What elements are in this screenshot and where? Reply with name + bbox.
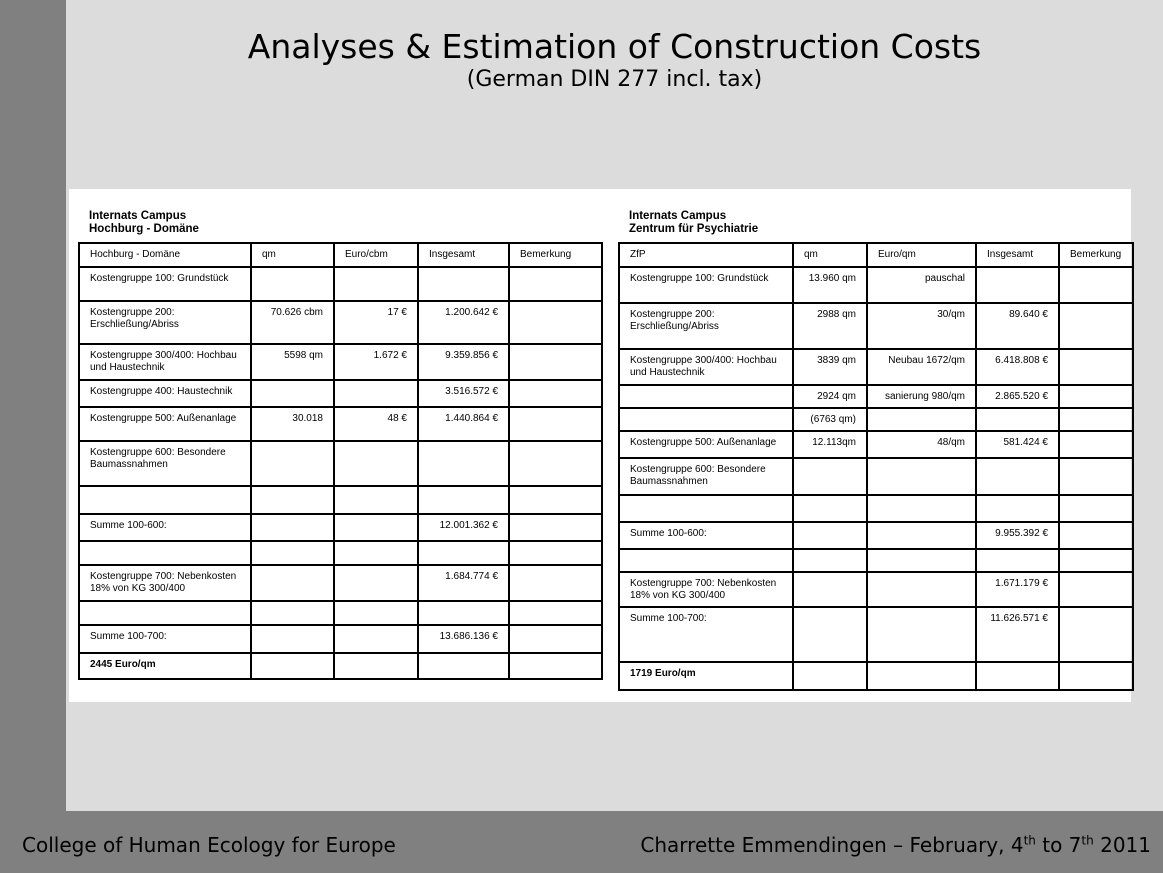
table-cell [509, 380, 602, 407]
table-cell [334, 565, 418, 601]
table-cell [509, 625, 602, 653]
table-cell [867, 549, 976, 572]
table-cell [1059, 549, 1133, 572]
table-cell [79, 486, 251, 514]
table-cell [619, 385, 793, 408]
table-cell [334, 514, 418, 541]
table-cell: 9.359.856 € [418, 344, 509, 380]
table-cell [1059, 349, 1133, 385]
table-cell [1059, 408, 1133, 431]
table-cell: Summe 100-600: [619, 522, 793, 549]
column-header: qm [251, 243, 334, 267]
table-cell [418, 601, 509, 625]
table-cell [793, 662, 867, 690]
page-title: Analyses & Estimation of Construction Costs [247, 27, 982, 66]
table-row [619, 303, 1133, 349]
footer-event [640, 833, 1151, 857]
table-cell [793, 495, 867, 522]
table-cell [867, 458, 976, 495]
column-header: Insgesamt [418, 243, 509, 267]
table-cell [251, 565, 334, 601]
table-cell [334, 486, 418, 514]
table-cell [976, 458, 1059, 495]
table-cell: 89.640 € [976, 303, 1059, 349]
table-cell [1059, 303, 1133, 349]
table-cell: 2.865.520 € [976, 385, 1059, 408]
table-row [79, 301, 602, 344]
left-heading-line1: Internats Campus [89, 210, 187, 222]
column-header: Hochburg - Domäne [79, 243, 251, 267]
table-cell [418, 541, 509, 565]
table-cell: 2924 qm [793, 385, 867, 408]
footer-event-suffix: 2011 [1093, 833, 1151, 857]
table-cell: 13.960 qm [793, 267, 867, 303]
table-cell [867, 607, 976, 662]
table-cell: 11.626.571 € [976, 607, 1059, 662]
table-cell: (6763 qm) [793, 408, 867, 431]
table-cell [251, 653, 334, 679]
table-cell: 2988 qm [793, 303, 867, 349]
table-row [619, 607, 1133, 662]
table-cell [251, 514, 334, 541]
table-cell: 1.671.179 € [976, 572, 1059, 607]
column-header: Euro/cbm [334, 243, 418, 267]
table-cell: Kostengruppe 700: Nebenkosten 18% von KG 300/400 [619, 572, 793, 607]
table-cell [976, 267, 1059, 303]
table-row [619, 267, 1133, 303]
table-cell [418, 267, 509, 301]
table-cell: Kostengruppe 300/400: Hochbau und Haustechnik [79, 344, 251, 380]
table-cell: 3.516.572 € [418, 380, 509, 407]
table-cell [334, 541, 418, 565]
column-header: Euro/qm [867, 243, 976, 267]
table-cell [251, 380, 334, 407]
table-cell [418, 653, 509, 679]
table-cell [793, 607, 867, 662]
table-cell [251, 541, 334, 565]
table-row [79, 565, 602, 601]
table-cell: 1.200.642 € [418, 301, 509, 344]
table-cell: Kostengruppe 500: Außenanlage [619, 431, 793, 458]
table-row [79, 541, 602, 565]
table-cell: Kostengruppe 700: Nebenkosten 18% von KG 300/400 [79, 565, 251, 601]
table-cell: 581.424 € [976, 431, 1059, 458]
table-cell [619, 408, 793, 431]
table-header-row [79, 243, 602, 267]
table-cell: 12.001.362 € [418, 514, 509, 541]
table-row [619, 549, 1133, 572]
table-cell [509, 541, 602, 565]
table-cell [509, 486, 602, 514]
table-cell [334, 267, 418, 301]
table-cell [867, 572, 976, 607]
table-row [79, 653, 602, 679]
table-row [619, 431, 1133, 458]
left-sidebar-bar [0, 0, 66, 811]
footer-event-prefix: Charrette Emmendingen – February, 4 [640, 833, 1024, 857]
table-cell: Neubau 1672/qm [867, 349, 976, 385]
right-cost-table [618, 242, 1134, 691]
table-row [79, 514, 602, 541]
table-cell [1059, 572, 1133, 607]
table-cell [1059, 607, 1133, 662]
table-cell [251, 486, 334, 514]
table-cell: 13.686.136 € [418, 625, 509, 653]
table-row [79, 407, 602, 441]
table-cell [1059, 662, 1133, 690]
table-cell [334, 653, 418, 679]
table-cell [793, 572, 867, 607]
column-header: Bemerkung [509, 243, 602, 267]
table-cell [334, 380, 418, 407]
table-cell: 17 € [334, 301, 418, 344]
table-cell [334, 441, 418, 486]
column-header: Bemerkung [1059, 243, 1133, 267]
table-cell: 30.018 [251, 407, 334, 441]
table-cell [1059, 495, 1133, 522]
table-row [79, 441, 602, 486]
table-row [619, 458, 1133, 495]
table-cell [976, 495, 1059, 522]
table-cell: 48/qm [867, 431, 976, 458]
table-cell [619, 549, 793, 572]
table-cell: 3839 qm [793, 349, 867, 385]
table-cell [251, 625, 334, 653]
table-header-row [619, 243, 1133, 267]
column-header: ZfP [619, 243, 793, 267]
table-cell: 9.955.392 € [976, 522, 1059, 549]
table-cell: Kostengruppe 600: Besondere Baumassnahmen [619, 458, 793, 495]
table-cell: 6.418.808 € [976, 349, 1059, 385]
table-cell: Kostengruppe 100: Grundstück [619, 267, 793, 303]
table-cell [976, 408, 1059, 431]
table-row [79, 625, 602, 653]
table-cell: sanierung 980/qm [867, 385, 976, 408]
table-cell [334, 625, 418, 653]
table-cell [509, 267, 602, 301]
page-subtitle: (German DIN 277 incl. tax) [466, 67, 763, 92]
table-cell [79, 541, 251, 565]
table-cell [251, 441, 334, 486]
table-cell [251, 267, 334, 301]
table-cell [509, 344, 602, 380]
table-row [619, 385, 1133, 408]
table-cell [1059, 458, 1133, 495]
table-row [79, 486, 602, 514]
table-cell: 70.626 cbm [251, 301, 334, 344]
table-cell [619, 495, 793, 522]
table-row [619, 408, 1133, 431]
table-cell [867, 522, 976, 549]
table-cell [1059, 431, 1133, 458]
left-block-heading [89, 210, 199, 236]
table-cell [793, 522, 867, 549]
table-cell: Kostengruppe 600: Besondere Baumassnahmen [79, 441, 251, 486]
table-cell: Kostengruppe 100: Grundstück [79, 267, 251, 301]
table-cell [509, 565, 602, 601]
table-cell [509, 301, 602, 344]
title-area [66, 28, 1163, 94]
table-cell [793, 458, 867, 495]
table-cell [509, 514, 602, 541]
left-cost-table [78, 242, 603, 680]
table-cell [509, 653, 602, 679]
table-cell: 2445 Euro/qm [79, 653, 251, 679]
table-row [619, 349, 1133, 385]
table-cell [976, 549, 1059, 572]
table-cell [1059, 267, 1133, 303]
table-row [79, 380, 602, 407]
table-row [619, 495, 1133, 522]
left-heading-line2: Hochburg - Domäne [89, 223, 199, 235]
table-cell [79, 601, 251, 625]
footer-event-mid: to 7 [1035, 833, 1082, 857]
table-row [619, 572, 1133, 607]
table-row [619, 662, 1133, 690]
table-row [619, 522, 1133, 549]
footer-organization: College of Human Ecology for Europe [22, 833, 396, 857]
table-cell: Kostengruppe 400: Haustechnik [79, 380, 251, 407]
column-header: Insgesamt [976, 243, 1059, 267]
table-cell: Kostengruppe 200: Erschließung/Abriss [619, 303, 793, 349]
table-cell [509, 407, 602, 441]
table-cell [1059, 522, 1133, 549]
table-cell: Kostengruppe 200: Erschließung/Abriss [79, 301, 251, 344]
table-cell: Summe 100-700: [619, 607, 793, 662]
table-cell [793, 549, 867, 572]
table-cell: Kostengruppe 500: Außenanlage [79, 407, 251, 441]
table-cell [251, 601, 334, 625]
footer [0, 811, 1163, 873]
table-cell: 1719 Euro/qm [619, 662, 793, 690]
table-cell [867, 662, 976, 690]
table-cell [867, 408, 976, 431]
footer-sup-1: th [1023, 833, 1036, 848]
table-cell: Summe 100-700: [79, 625, 251, 653]
table-cell: 30/qm [867, 303, 976, 349]
table-cell [1059, 385, 1133, 408]
table-cell: 1.440.864 € [418, 407, 509, 441]
table-cell: 1.684.774 € [418, 565, 509, 601]
table-row [79, 601, 602, 625]
table-cell [976, 662, 1059, 690]
footer-sup-2: th [1081, 833, 1094, 848]
column-header: qm [793, 243, 867, 267]
table-cell: 12.113qm [793, 431, 867, 458]
table-cell [867, 495, 976, 522]
table-cell [418, 441, 509, 486]
table-cell: pauschal [867, 267, 976, 303]
right-heading-line2: Zentrum für Psychiatrie [629, 223, 759, 235]
table-cell [334, 601, 418, 625]
table-row [79, 344, 602, 380]
table-cell: 1.672 € [334, 344, 418, 380]
table-cell: 5598 qm [251, 344, 334, 380]
table-cell [418, 486, 509, 514]
table-cell [509, 601, 602, 625]
table-cell: Kostengruppe 300/400: Hochbau und Haustechnik [619, 349, 793, 385]
table-row [79, 267, 602, 301]
table-cell: 48 € [334, 407, 418, 441]
right-heading-line1: Internats Campus [629, 210, 727, 222]
table-cell [509, 441, 602, 486]
right-block-heading [629, 210, 758, 236]
table-cell: Summe 100-600: [79, 514, 251, 541]
